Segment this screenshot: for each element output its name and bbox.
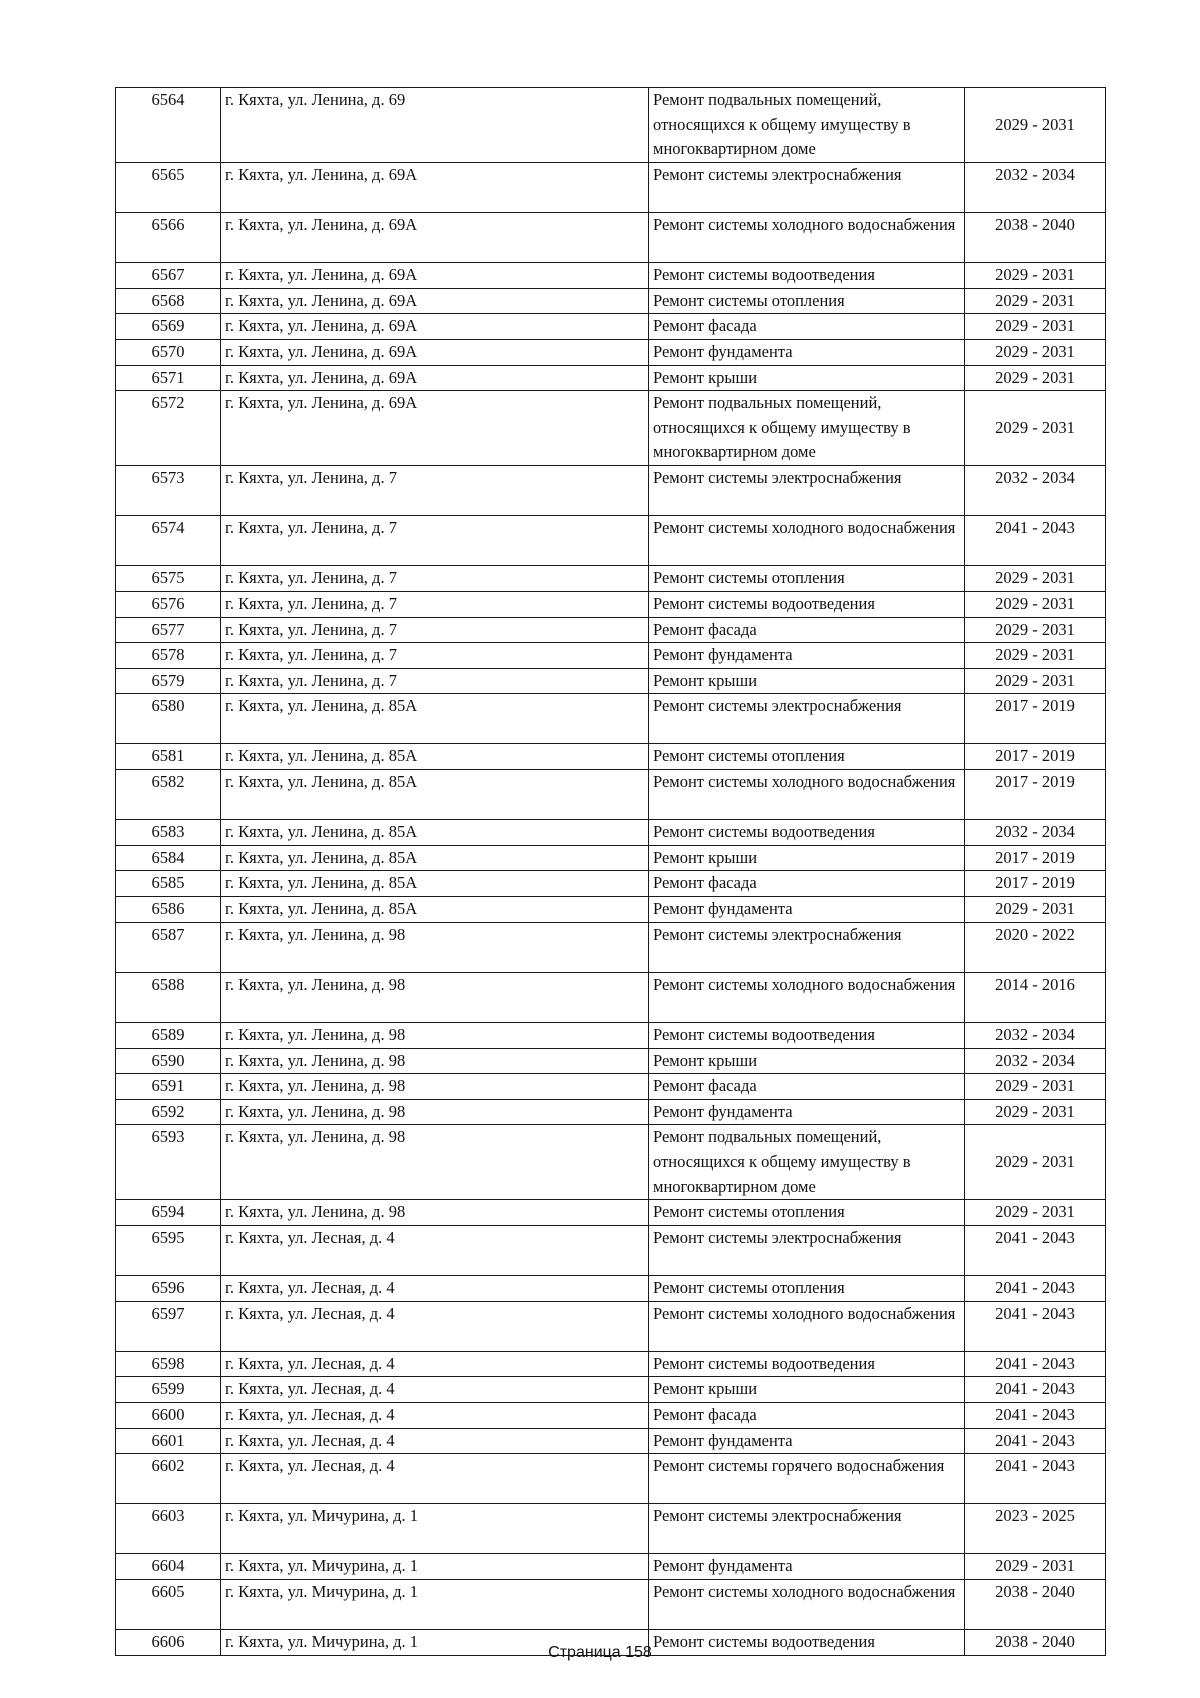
address-cell: г. Кяхта, ул. Ленина, д. 69А	[221, 314, 649, 340]
table-row	[116, 1225, 1106, 1275]
address-cell: г. Кяхта, ул. Ленина, д. 7	[221, 566, 649, 592]
row-number-cell: 6578	[116, 643, 221, 669]
period-cell: 2041 - 2043	[965, 1428, 1106, 1454]
work-type-cell: Ремонт фасада	[649, 314, 965, 340]
row-number-cell: 6597	[116, 1301, 221, 1351]
row-number-cell: 6573	[116, 465, 221, 515]
work-type-cell: Ремонт системы отопления	[649, 1200, 965, 1226]
work-type-cell: Ремонт подвальных помещений, относящихся к общему имуществу в многоквартирном доме	[649, 88, 965, 163]
row-number-cell: 6570	[116, 339, 221, 365]
table-row	[116, 1275, 1106, 1301]
period-cell: 2041 - 2043	[965, 1377, 1106, 1403]
work-type-cell: Ремонт системы электроснабжения	[649, 1225, 965, 1275]
table-row	[116, 88, 1106, 163]
row-number-cell: 6583	[116, 820, 221, 846]
table-row	[116, 1454, 1106, 1504]
row-number-cell: 6574	[116, 516, 221, 566]
work-type-cell: Ремонт системы электроснабжения	[649, 1504, 965, 1554]
period-cell: 2038 - 2040	[965, 1630, 1106, 1656]
table-row	[116, 591, 1106, 617]
address-cell: г. Кяхта, ул. Лесная, д. 4	[221, 1275, 649, 1301]
table-row	[116, 339, 1106, 365]
work-type-cell: Ремонт системы отопления	[649, 1275, 965, 1301]
work-type-cell: Ремонт системы водоотведения	[649, 1630, 965, 1656]
table-row	[116, 1048, 1106, 1074]
work-type-cell: Ремонт фасада	[649, 1074, 965, 1100]
period-cell: 2041 - 2043	[965, 1454, 1106, 1504]
table-row	[116, 212, 1106, 262]
table-row	[116, 1200, 1106, 1226]
work-type-cell: Ремонт системы водоотведения	[649, 263, 965, 289]
table-row	[116, 391, 1106, 466]
address-cell: г. Кяхта, ул. Ленина, д. 98	[221, 922, 649, 972]
row-number-cell: 6606	[116, 1630, 221, 1656]
address-cell: г. Кяхта, ул. Ленина, д. 85А	[221, 694, 649, 744]
address-cell: г. Кяхта, ул. Ленина, д. 98	[221, 1200, 649, 1226]
table-row	[116, 1428, 1106, 1454]
row-number-cell: 6595	[116, 1225, 221, 1275]
row-number-cell: 6600	[116, 1402, 221, 1428]
table-row	[116, 744, 1106, 770]
work-type-cell: Ремонт системы отопления	[649, 288, 965, 314]
work-type-cell: Ремонт системы водоотведения	[649, 591, 965, 617]
work-type-cell: Ремонт системы отопления	[649, 744, 965, 770]
period-cell: 2029 - 2031	[965, 339, 1106, 365]
row-number-cell: 6567	[116, 263, 221, 289]
row-number-cell: 6575	[116, 566, 221, 592]
work-type-cell: Ремонт системы электроснабжения	[649, 922, 965, 972]
address-cell: г. Кяхта, ул. Ленина, д. 7	[221, 591, 649, 617]
address-cell: г. Кяхта, ул. Ленина, д. 69	[221, 88, 649, 163]
address-cell: г. Кяхта, ул. Лесная, д. 4	[221, 1454, 649, 1504]
row-number-cell: 6580	[116, 694, 221, 744]
address-cell: г. Кяхта, ул. Ленина, д. 69А	[221, 339, 649, 365]
address-cell: г. Кяхта, ул. Лесная, д. 4	[221, 1428, 649, 1454]
period-cell: 2041 - 2043	[965, 516, 1106, 566]
period-cell: 2029 - 2031	[965, 88, 1106, 163]
address-cell: г. Кяхта, ул. Ленина, д. 85А	[221, 820, 649, 846]
row-number-cell: 6577	[116, 617, 221, 643]
table-row	[116, 617, 1106, 643]
row-number-cell: 6605	[116, 1580, 221, 1630]
row-number-cell: 6598	[116, 1351, 221, 1377]
period-cell: 2029 - 2031	[965, 263, 1106, 289]
address-cell: г. Кяхта, ул. Ленина, д. 7	[221, 516, 649, 566]
period-cell: 2029 - 2031	[965, 391, 1106, 466]
work-type-cell: Ремонт фундамента	[649, 1554, 965, 1580]
work-type-cell: Ремонт системы электроснабжения	[649, 694, 965, 744]
table-row	[116, 566, 1106, 592]
period-cell: 2029 - 2031	[965, 591, 1106, 617]
period-cell: 2032 - 2034	[965, 1023, 1106, 1049]
table-row	[116, 871, 1106, 897]
period-cell: 2041 - 2043	[965, 1301, 1106, 1351]
period-cell: 2017 - 2019	[965, 845, 1106, 871]
table-row	[116, 845, 1106, 871]
table-row	[116, 1377, 1106, 1403]
address-cell: г. Кяхта, ул. Мичурина, д. 1	[221, 1630, 649, 1656]
table-row	[116, 1351, 1106, 1377]
address-cell: г. Кяхта, ул. Ленина, д. 98	[221, 1099, 649, 1125]
address-cell: г. Кяхта, ул. Ленина, д. 98	[221, 1023, 649, 1049]
period-cell: 2038 - 2040	[965, 212, 1106, 262]
period-cell: 2029 - 2031	[965, 365, 1106, 391]
table-row	[116, 897, 1106, 923]
table-row	[116, 972, 1106, 1022]
period-cell: 2041 - 2043	[965, 1225, 1106, 1275]
row-number-cell: 6581	[116, 744, 221, 770]
row-number-cell: 6601	[116, 1428, 221, 1454]
table-body	[116, 88, 1106, 1656]
work-type-cell: Ремонт системы электроснабжения	[649, 465, 965, 515]
work-type-cell: Ремонт подвальных помещений, относящихся к общему имуществу в многоквартирном доме	[649, 391, 965, 466]
address-cell: г. Кяхта, ул. Ленина, д. 85А	[221, 744, 649, 770]
table-row	[116, 288, 1106, 314]
work-type-cell: Ремонт фундамента	[649, 1428, 965, 1454]
row-number-cell: 6591	[116, 1074, 221, 1100]
row-number-cell: 6576	[116, 591, 221, 617]
page-number: Страница 158	[548, 1644, 652, 1661]
row-number-cell: 6572	[116, 391, 221, 466]
table-row	[116, 1301, 1106, 1351]
address-cell: г. Кяхта, ул. Ленина, д. 69А	[221, 263, 649, 289]
table-row	[116, 1402, 1106, 1428]
work-type-cell: Ремонт крыши	[649, 1048, 965, 1074]
table-row	[116, 465, 1106, 515]
address-cell: г. Кяхта, ул. Ленина, д. 69А	[221, 288, 649, 314]
table-row	[116, 668, 1106, 694]
address-cell: г. Кяхта, ул. Ленина, д. 85А	[221, 897, 649, 923]
table-row	[116, 516, 1106, 566]
row-number-cell: 6596	[116, 1275, 221, 1301]
address-cell: г. Кяхта, ул. Ленина, д. 98	[221, 1125, 649, 1200]
row-number-cell: 6602	[116, 1454, 221, 1504]
row-number-cell: 6585	[116, 871, 221, 897]
period-cell: 2032 - 2034	[965, 465, 1106, 515]
work-type-cell: Ремонт системы холодного водоснабжения	[649, 1301, 965, 1351]
table-row	[116, 770, 1106, 820]
work-type-cell: Ремонт крыши	[649, 845, 965, 871]
work-type-cell: Ремонт системы водоотведения	[649, 820, 965, 846]
table-row	[116, 1023, 1106, 1049]
work-type-cell: Ремонт системы холодного водоснабжения	[649, 516, 965, 566]
address-cell: г. Кяхта, ул. Лесная, д. 4	[221, 1225, 649, 1275]
address-cell: г. Кяхта, ул. Ленина, д. 69А	[221, 162, 649, 212]
table-row	[116, 820, 1106, 846]
period-cell: 2041 - 2043	[965, 1402, 1106, 1428]
repair-schedule-table	[115, 87, 1106, 1656]
work-type-cell: Ремонт фасада	[649, 871, 965, 897]
address-cell: г. Кяхта, ул. Ленина, д. 7	[221, 617, 649, 643]
table-row	[116, 922, 1106, 972]
period-cell: 2029 - 2031	[965, 1099, 1106, 1125]
work-type-cell: Ремонт фундамента	[649, 1099, 965, 1125]
work-type-cell: Ремонт крыши	[649, 365, 965, 391]
period-cell: 2032 - 2034	[965, 162, 1106, 212]
row-number-cell: 6592	[116, 1099, 221, 1125]
row-number-cell: 6588	[116, 972, 221, 1022]
address-cell: г. Кяхта, ул. Ленина, д. 85А	[221, 871, 649, 897]
row-number-cell: 6604	[116, 1554, 221, 1580]
row-number-cell: 6566	[116, 212, 221, 262]
work-type-cell: Ремонт системы водоотведения	[649, 1023, 965, 1049]
row-number-cell: 6599	[116, 1377, 221, 1403]
work-type-cell: Ремонт системы холодного водоснабжения	[649, 972, 965, 1022]
row-number-cell: 6587	[116, 922, 221, 972]
period-cell: 2017 - 2019	[965, 871, 1106, 897]
period-cell: 2038 - 2040	[965, 1580, 1106, 1630]
address-cell: г. Кяхта, ул. Ленина, д. 69А	[221, 365, 649, 391]
row-number-cell: 6564	[116, 88, 221, 163]
work-type-cell: Ремонт системы горячего водоснабжения	[649, 1454, 965, 1504]
table-row	[116, 1099, 1106, 1125]
period-cell: 2029 - 2031	[965, 288, 1106, 314]
address-cell: г. Кяхта, ул. Ленина, д. 98	[221, 1048, 649, 1074]
address-cell: г. Кяхта, ул. Ленина, д. 98	[221, 1074, 649, 1100]
address-cell: г. Кяхта, ул. Лесная, д. 4	[221, 1402, 649, 1428]
table-row	[116, 263, 1106, 289]
row-number-cell: 6584	[116, 845, 221, 871]
address-cell: г. Кяхта, ул. Ленина, д. 69А	[221, 391, 649, 466]
work-type-cell: Ремонт фундамента	[649, 643, 965, 669]
table-row	[116, 1554, 1106, 1580]
period-cell: 2029 - 2031	[965, 566, 1106, 592]
period-cell: 2029 - 2031	[965, 668, 1106, 694]
period-cell: 2029 - 2031	[965, 1074, 1106, 1100]
address-cell: г. Кяхта, ул. Ленина, д. 98	[221, 972, 649, 1022]
row-number-cell: 6571	[116, 365, 221, 391]
work-type-cell: Ремонт фасада	[649, 1402, 965, 1428]
row-number-cell: 6568	[116, 288, 221, 314]
work-type-cell: Ремонт крыши	[649, 668, 965, 694]
row-number-cell: 6579	[116, 668, 221, 694]
period-cell: 2029 - 2031	[965, 1200, 1106, 1226]
work-type-cell: Ремонт фасада	[649, 617, 965, 643]
period-cell: 2029 - 2031	[965, 1554, 1106, 1580]
period-cell: 2023 - 2025	[965, 1504, 1106, 1554]
period-cell: 2029 - 2031	[965, 897, 1106, 923]
period-cell: 2029 - 2031	[965, 617, 1106, 643]
work-type-cell: Ремонт системы отопления	[649, 566, 965, 592]
row-number-cell: 6589	[116, 1023, 221, 1049]
row-number-cell: 6603	[116, 1504, 221, 1554]
work-type-cell: Ремонт системы холодного водоснабжения	[649, 770, 965, 820]
period-cell: 2041 - 2043	[965, 1351, 1106, 1377]
period-cell: 2041 - 2043	[965, 1275, 1106, 1301]
period-cell: 2032 - 2034	[965, 820, 1106, 846]
table-row	[116, 162, 1106, 212]
table-row	[116, 314, 1106, 340]
table-row	[116, 1580, 1106, 1630]
period-cell: 2017 - 2019	[965, 770, 1106, 820]
work-type-cell: Ремонт подвальных помещений, относящихся к общему имуществу в многоквартирном доме	[649, 1125, 965, 1200]
period-cell: 2014 - 2016	[965, 972, 1106, 1022]
table-row	[116, 1504, 1106, 1554]
row-number-cell: 6569	[116, 314, 221, 340]
period-cell: 2032 - 2034	[965, 1048, 1106, 1074]
table-row	[116, 1074, 1106, 1100]
period-cell: 2029 - 2031	[965, 643, 1106, 669]
table-row	[116, 365, 1106, 391]
row-number-cell: 6593	[116, 1125, 221, 1200]
address-cell: г. Кяхта, ул. Лесная, д. 4	[221, 1351, 649, 1377]
work-type-cell: Ремонт системы электроснабжения	[649, 162, 965, 212]
work-type-cell: Ремонт системы холодного водоснабжения	[649, 212, 965, 262]
row-number-cell: 6590	[116, 1048, 221, 1074]
address-cell: г. Кяхта, ул. Мичурина, д. 1	[221, 1580, 649, 1630]
table-row	[116, 643, 1106, 669]
address-cell: г. Кяхта, ул. Ленина, д. 85А	[221, 845, 649, 871]
address-cell: г. Кяхта, ул. Лесная, д. 4	[221, 1301, 649, 1351]
address-cell: г. Кяхта, ул. Ленина, д. 7	[221, 643, 649, 669]
work-type-cell: Ремонт системы водоотведения	[649, 1351, 965, 1377]
address-cell: г. Кяхта, ул. Ленина, д. 69А	[221, 212, 649, 262]
period-cell: 2017 - 2019	[965, 744, 1106, 770]
work-type-cell: Ремонт фундамента	[649, 897, 965, 923]
table-row	[116, 1125, 1106, 1200]
address-cell: г. Кяхта, ул. Лесная, д. 4	[221, 1377, 649, 1403]
row-number-cell: 6594	[116, 1200, 221, 1226]
address-cell: г. Кяхта, ул. Ленина, д. 7	[221, 465, 649, 515]
period-cell: 2017 - 2019	[965, 694, 1106, 744]
period-cell: 2020 - 2022	[965, 922, 1106, 972]
work-type-cell: Ремонт системы холодного водоснабжения	[649, 1580, 965, 1630]
table-row	[116, 694, 1106, 744]
address-cell: г. Кяхта, ул. Ленина, д. 85А	[221, 770, 649, 820]
row-number-cell: 6582	[116, 770, 221, 820]
period-cell: 2029 - 2031	[965, 1125, 1106, 1200]
row-number-cell: 6565	[116, 162, 221, 212]
address-cell: г. Кяхта, ул. Мичурина, д. 1	[221, 1554, 649, 1580]
work-type-cell: Ремонт крыши	[649, 1377, 965, 1403]
address-cell: г. Кяхта, ул. Ленина, д. 7	[221, 668, 649, 694]
address-cell: г. Кяхта, ул. Мичурина, д. 1	[221, 1504, 649, 1554]
work-type-cell: Ремонт фундамента	[649, 339, 965, 365]
period-cell: 2029 - 2031	[965, 314, 1106, 340]
row-number-cell: 6586	[116, 897, 221, 923]
